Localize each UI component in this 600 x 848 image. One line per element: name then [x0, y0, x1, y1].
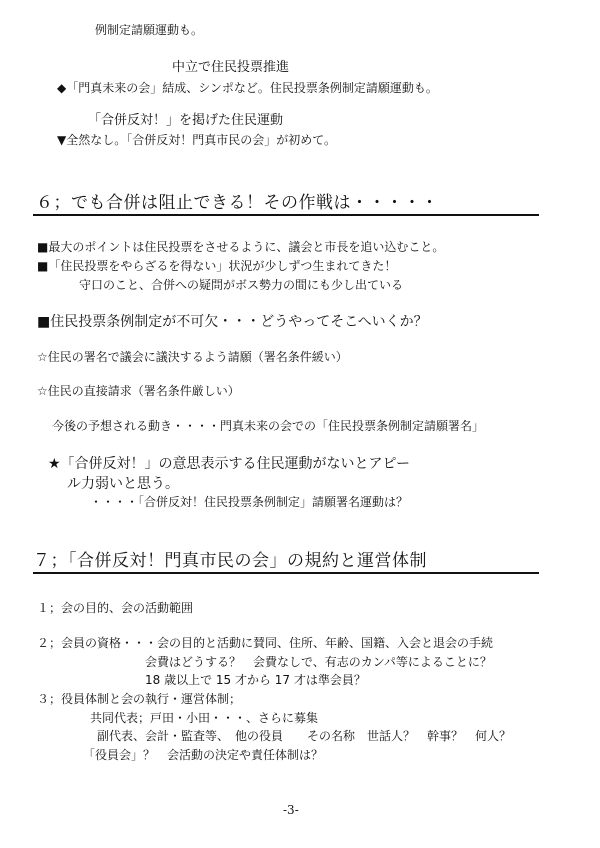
heading-underline	[33, 572, 539, 574]
section-heading: ６；でも合併は阻止できる！その作戦は・・・・・	[36, 193, 439, 213]
page-number: -3-	[283, 803, 299, 817]
text-line: 「役員会」？ 会活動の決定や責任体制は？	[83, 748, 324, 762]
bullet-point: ■住民投票条例制定が不可欠・・・どうやってそこへいくか？	[37, 314, 428, 330]
star-point: ☆住民の直接請求（署名条件厳しい）	[37, 384, 240, 398]
bullet-point: ■最大のポイントは住民投票をさせるように、議会と市長を追い込むこと。	[37, 240, 445, 254]
text-line: 例制定請願運動も。	[95, 23, 204, 37]
star-point: ☆住民の署名で議会に議決するよう請願（署名条件緩い）	[37, 350, 348, 364]
subheading: 中立で住民投票推進	[172, 60, 290, 75]
text-line: 守口のこと、合併への疑問がボス勢力の間にも少し出ている	[79, 278, 404, 292]
text-line: ・・・・「合併反対！住民投票条例制定」請願署名運動は？	[90, 495, 409, 509]
subheading: 「合併反対！」を掲げた住民運動	[88, 113, 284, 128]
text-line: ル力弱いと思う。	[67, 476, 179, 492]
text-line: 今後の予想される動き・・・・門真未来の会での「住民投票条例制定請願署名」	[52, 419, 485, 433]
heading-underline	[33, 214, 539, 216]
text-line: ◆「門真未来の会」結成、シンポなど。住民投票条例制定請願運動も。	[57, 81, 438, 95]
list-item: ３；役員体制と会の執行・運営体制；	[37, 692, 242, 706]
bullet-point: ■「住民投票をやらざるを得ない」状況が少しずつ生まれてきた！	[37, 259, 397, 273]
text-line: 共同代表；戸田・小田・・・、さらに募集	[90, 711, 319, 725]
text-line: 副代表、会計・監査等、 他の役員 その名称 世話人？ 幹事？ 何人？	[97, 729, 512, 743]
text-line: ▼全然なし。「合併反対！門真市民の会」が初めて。	[57, 133, 336, 147]
list-item: １；会の目的、会の活動範囲	[37, 601, 194, 615]
star-point: ★「合併反対！」の意思表示する住民運動がないとアピー	[48, 456, 410, 472]
section-heading: ７；「合併反対！門真市民の会」の規約と運営体制	[33, 551, 427, 571]
text-line: 会費はどうする？ 会費なしで、有志のカンパ等によることに？	[145, 655, 492, 669]
text-line: 18 歳以上で 15 才から 17 才は準会員？	[145, 673, 366, 687]
list-item: ２；会員の資格・・・会の目的と活動に賛同、住所、年齢、国籍、入会と退会の手続	[37, 636, 494, 650]
